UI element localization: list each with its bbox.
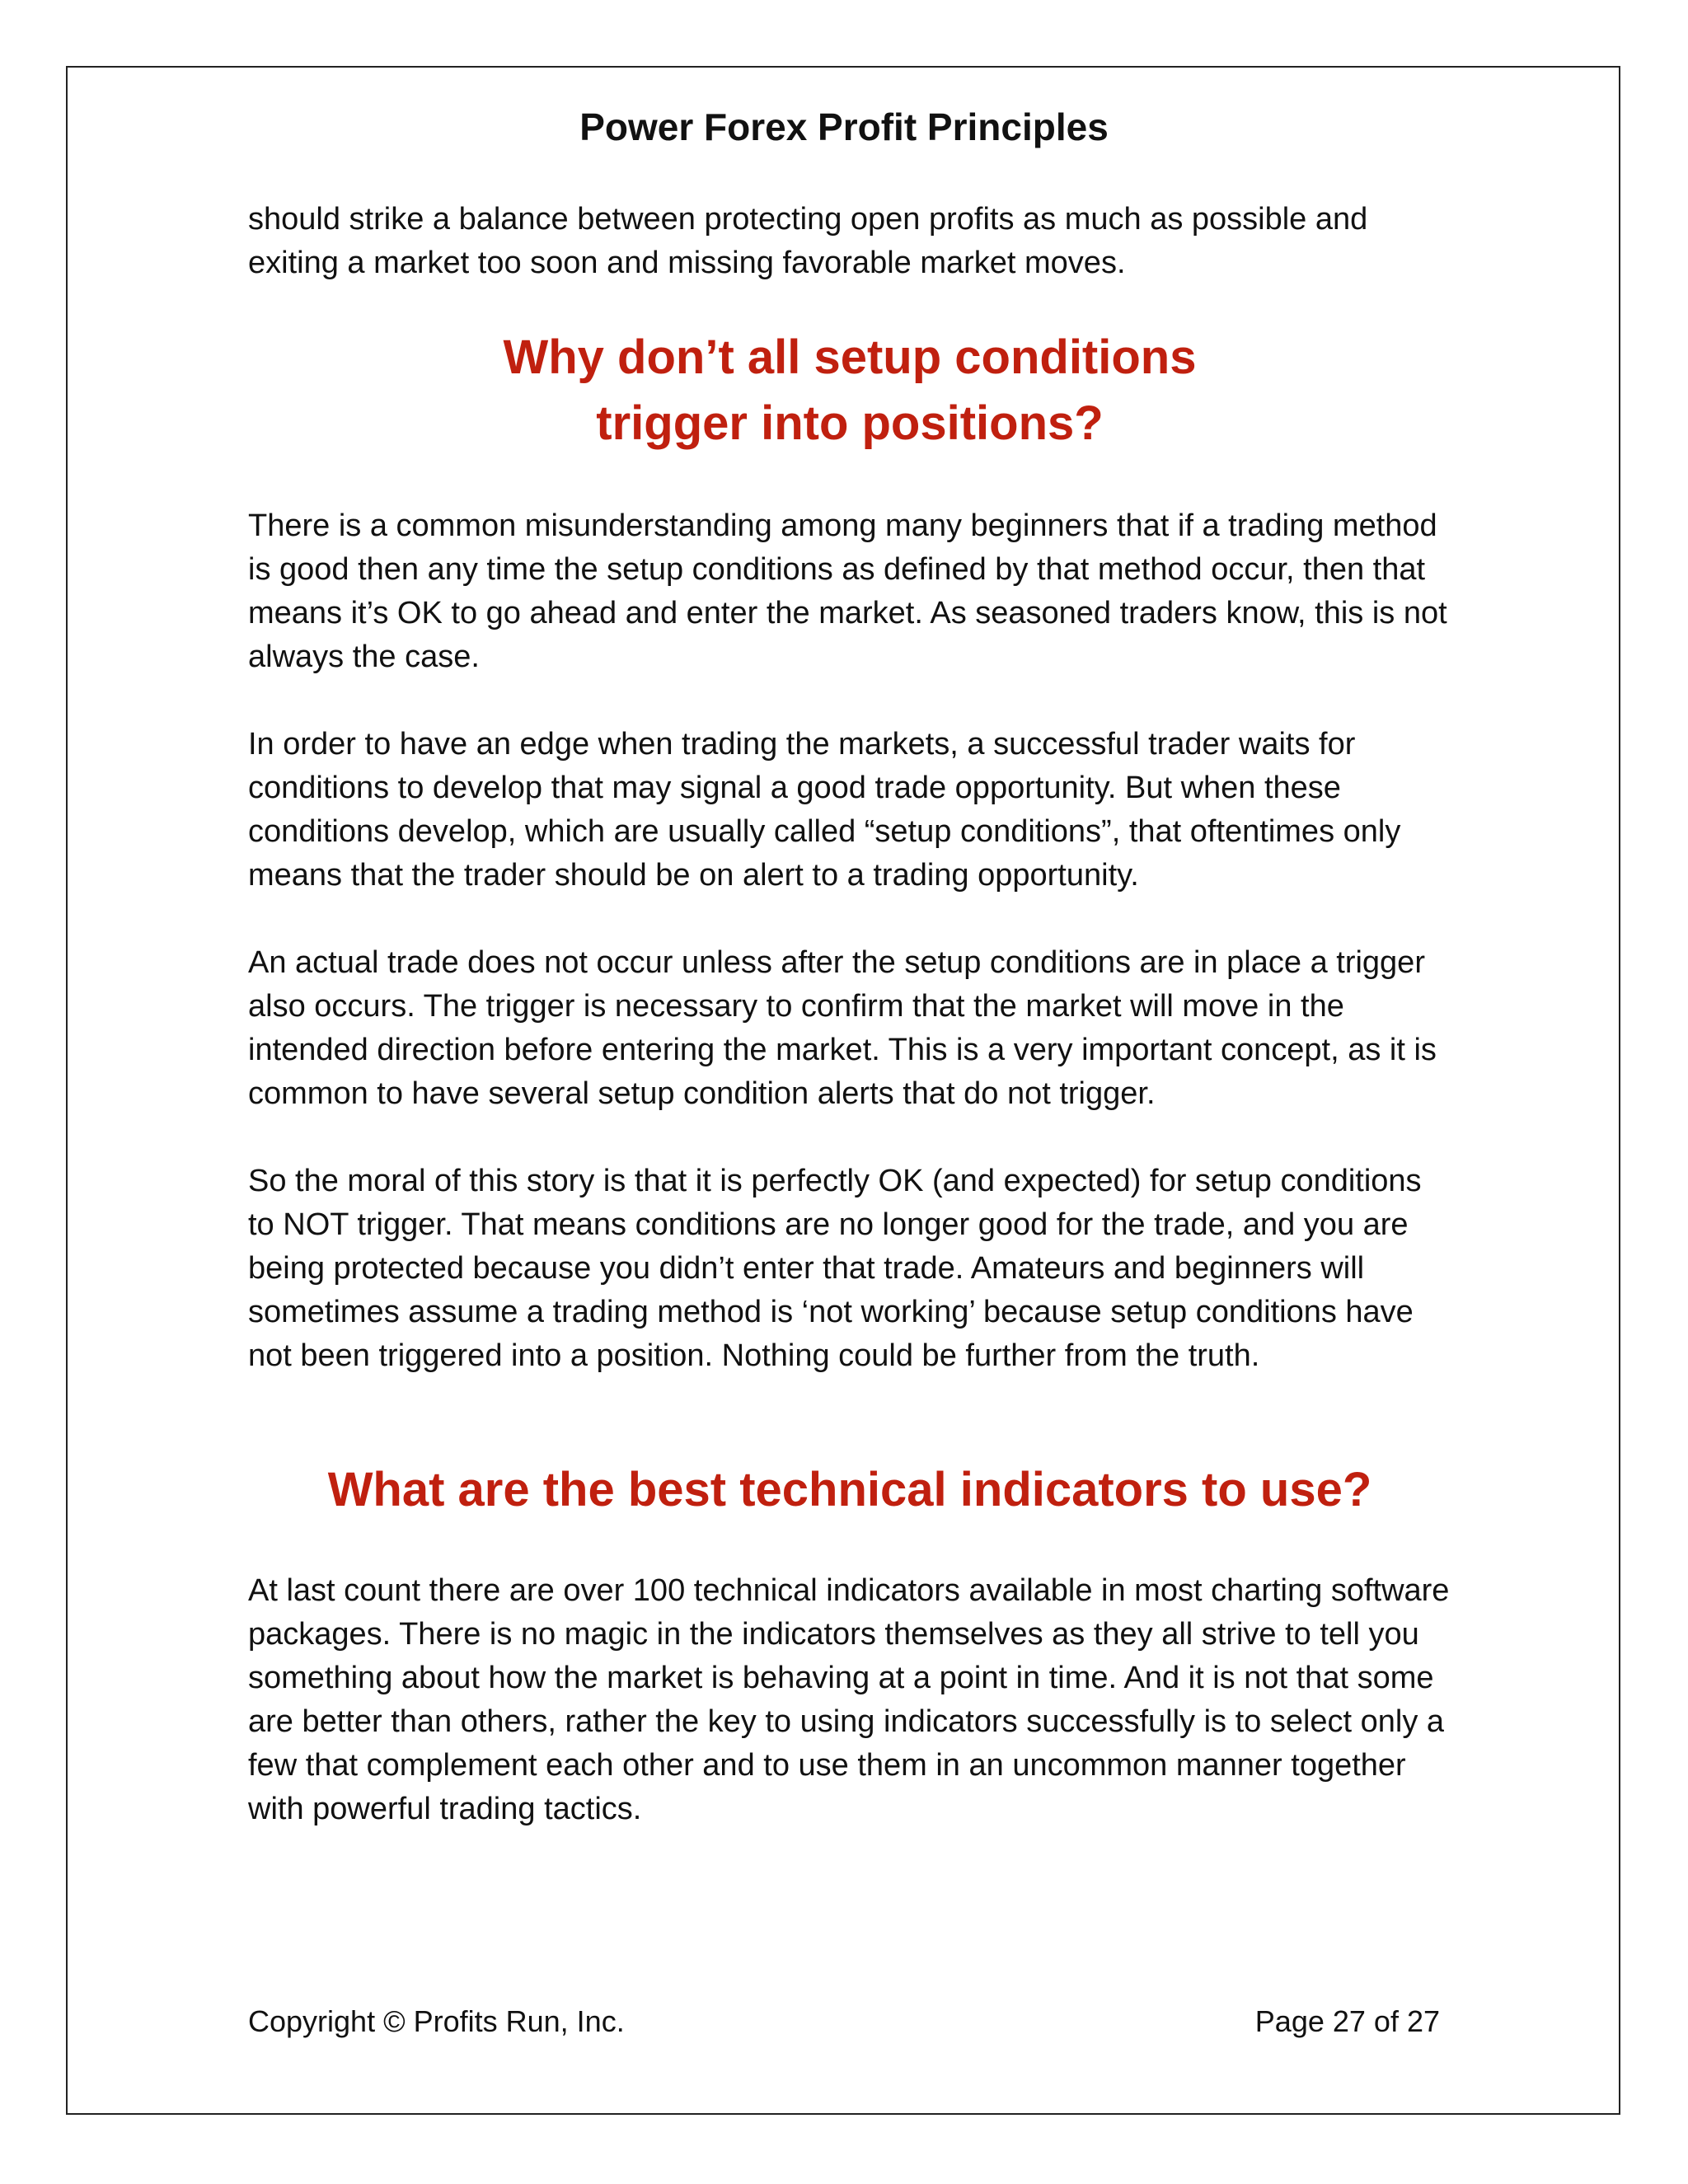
section-heading-line1: Why don’t all setup conditions [503,330,1197,384]
section-heading-setup-conditions [248,325,1451,457]
intro-paragraph: should strike a balance between protecting open profits as much as possible and exiting a market too soon and missing favorable market moves. [248,202,1368,280]
section-heading-line2: trigger into positions? [596,396,1104,450]
footer-copyright: Copyright © Profits Run, Inc. [248,2004,625,2038]
body-paragraph: At last count there are over 100 technical indicators available in most charting software packages. There is no magic in the indicators themselves as they all strive to tell you something about how the market is behaving at a point in time. And it is not that some are better than others, rather the key to using indicators successfully is to select only a few that complement each other and to use them in an uncommon manner together with powerful trading tactics. [248,1573,1450,1826]
body-paragraph: In order to have an edge when trading the markets, a successful trader waits for conditions to develop that may signal a good trade opportunity. But when these conditions develop, which are usually called “setup conditions”, that oftentimes only means that the trader should be on alert to a trading opportunity. [248,727,1401,893]
body-paragraph: There is a common misunderstanding among many beginners that if a trading method is good then any time the setup conditions as defined by that method occur, then that means it’s OK to go ahead and enter the market. As seasoned traders know, this is not always the case. [248,509,1447,674]
body-paragraph: So the moral of this story is that it is perfectly OK (and expected) for setup conditions to NOT trigger. That means conditions are no longer good for the trade, and you are being protected because you didn’t enter that trade. Amateurs and beginners will sometimes assume a trading method is ‘not working’ because setup conditions have not been triggered into a position. Nothing could be further from the truth. [248,1164,1422,1373]
page-content [248,198,1451,1831]
body-paragraph: An actual trade does not occur unless after the setup conditions are in place a trigger also occurs. The trigger is necessary to confirm that the market will move in the intended direction before entering the market. This is a very important concept, as it is common to have several setup condition alerts that do not trigger. [248,945,1437,1111]
document-header-title: Power Forex Profit Principles [579,105,1109,148]
section-heading-technical-indicators: What are the best technical indicators to use? [327,1463,1372,1516]
footer-page-number: Page 27 of 27 [1254,2004,1440,2038]
